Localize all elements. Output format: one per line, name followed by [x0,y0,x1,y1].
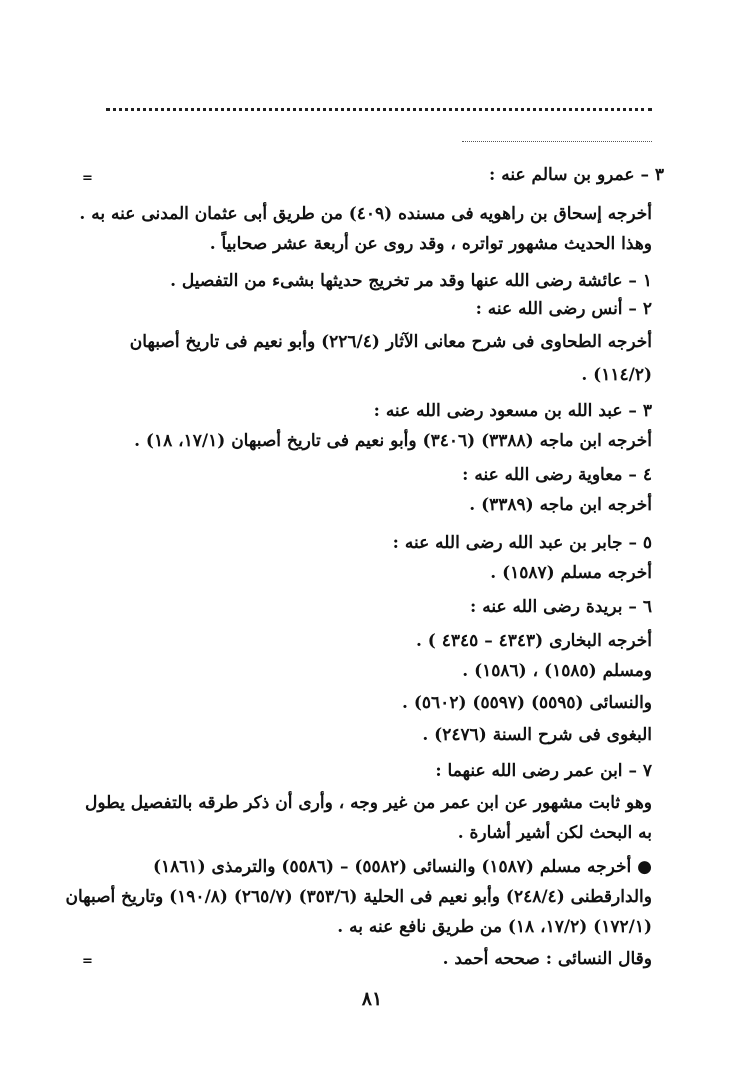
side-mark-bottom: = [82,954,93,969]
text-line: وقال النسائى : صححه أحمد . [442,949,652,969]
text-line: ٢ – أنس رضى الله عنه : [475,299,652,319]
text-line: والدارقطنى (٢٤٨/٤) وأبو نعيم فى الحلية (٣٥٣/٦) (٢٦٥/٧) (١٩٠/٨) وتاريخ أصبهان [65,887,652,907]
text-line: ومسلم (١٥٨٥) ، (١٥٨٦) . [462,661,652,681]
text-line: أخرجه إسحاق بن راهويه فى مسنده (٤٠٩) من طريق أبى عثمان المدنى عنه به . [79,204,652,224]
text-line: والنسائى (٥٥٩٥) (٥٥٩٧) (٥٦٠٢) . [402,693,652,713]
text-line: ١ – عائشة رضى الله عنها وقد مر تخريج حديثها بشىء من التفصيل . [170,271,652,291]
sub-dotted-rule [462,141,652,142]
text-line: ٣ – عبد الله بن مسعود رضى الله عنه : [373,401,652,421]
text-line: ٥ – جابر بن عبد الله رضى الله عنه : [392,533,652,553]
text-line: ٦ – بريدة رضى الله عنه : [470,597,652,617]
text-line: أخرجه البخارى (٤٣٤٣ – ٤٣٤٥ ) . [415,631,652,651]
text-line: ٤ – معاوية رضى الله عنه : [462,465,652,485]
page-number: ٨١ [361,988,383,1010]
text-line: أخرجه الطحاوى فى شرح معانى الآثار (٢٢٦/٤) وأبو نعيم فى تاريخ أصبهان [129,332,652,352]
text-line: وهو ثابت مشهور عن ابن عمر من غير وجه ، وأرى أن ذكر طرقه بالتفصيل يطول [85,793,652,813]
text-line: أخرجه ابن ماجه (٣٣٨٩) . [469,495,652,515]
text-line: وهذا الحديث مشهور تواتره ، وقد روى عن أربعة عشر صحابياً . [209,234,652,254]
text-line: أخرجه مسلم (١٥٨٧) . [490,563,652,583]
text-line: أخرجه ابن ماجه (٣٣٨٨) (٣٤٠٦) وأبو نعيم فى تاريخ أصبهان (١٧/١، ١٨) . [134,431,652,451]
text-line: ٧ – ابن عمر رضى الله عنهما : [435,761,652,781]
top-dotted-rule [106,108,652,111]
text-line: (١١٤/٢) . [581,365,652,385]
side-mark-top: = [82,171,93,186]
text-line: (١٧٢/١) (١٧/٢، ١٨) من طريق نافع عنه به . [337,917,652,937]
text-line: به البحث لكن أشير أشارة . [457,823,652,843]
text-line: البغوى فى شرح السنة (٢٤٧٦) . [422,725,652,745]
text-line: ٣ – عمرو بن سالم عنه : [489,165,664,185]
text-line: ● أخرجه مسلم (١٥٨٧) والنسائى (٥٥٨٢) – (٥٥٨٦) والترمذى (١٨٦١) [152,857,652,877]
